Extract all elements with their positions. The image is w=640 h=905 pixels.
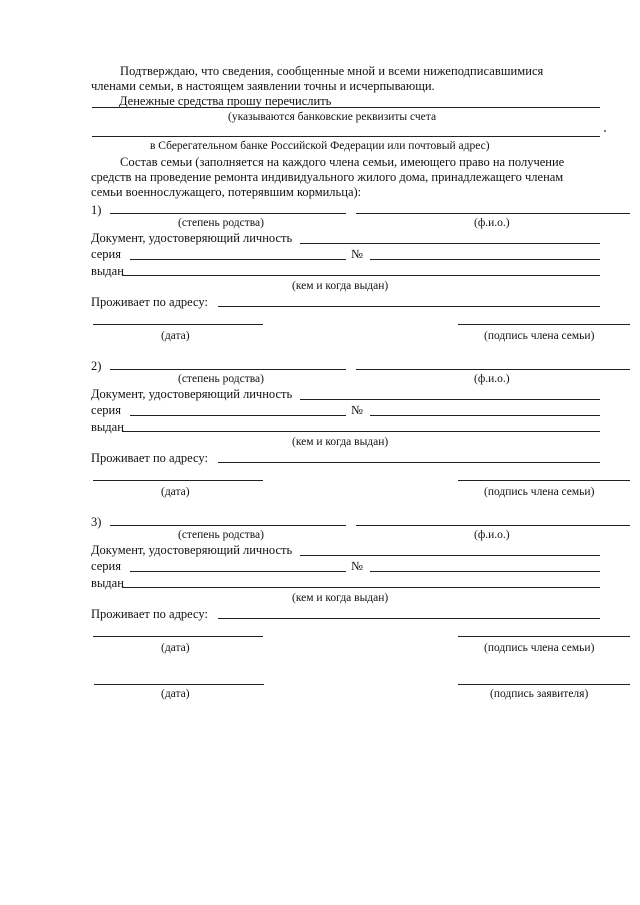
intro-line-1: Подтверждаю, что сведения, сообщенные мной и всеми нижеподписавшимися — [120, 64, 544, 78]
address-label: Проживает по адресу: — [91, 295, 208, 309]
family-line-2: средств на проведение ремонта индивидуального жилого дома, принадлежащего членам — [91, 170, 564, 184]
number-label: № — [351, 247, 363, 261]
document-line[interactable] — [300, 555, 600, 556]
number-label: № — [351, 403, 363, 417]
member-sign-line[interactable] — [458, 636, 630, 637]
series-line[interactable] — [130, 571, 346, 572]
member-date-caption: (дата) — [161, 330, 190, 342]
issued-line[interactable] — [122, 587, 600, 588]
relation-line[interactable] — [110, 213, 346, 214]
fio-line[interactable] — [356, 369, 630, 370]
scan-speck — [604, 130, 606, 132]
issued-by-caption: (кем и когда выдан) — [292, 280, 389, 292]
member-date-line[interactable] — [93, 636, 263, 637]
series-label: серия — [91, 403, 121, 417]
applicant-sign-caption: (подпись заявителя) — [490, 688, 589, 700]
member-number: 2) — [91, 359, 102, 373]
document-label: Документ, удостоверяющий личность — [91, 543, 293, 557]
relation-line[interactable] — [110, 369, 346, 370]
number-line[interactable] — [370, 415, 600, 416]
member-sign-caption: (подпись члена семьи) — [484, 330, 595, 342]
funds-label: Денежные средства прошу перечислить — [119, 94, 332, 108]
document-label: Документ, удостоверяющий личность — [91, 387, 293, 401]
applicant-date-line[interactable] — [94, 684, 264, 685]
member-sign-line[interactable] — [458, 324, 630, 325]
issued-line[interactable] — [122, 431, 600, 432]
member-number: 3) — [91, 515, 102, 529]
fio-line[interactable] — [356, 525, 630, 526]
member-date-line[interactable] — [93, 324, 263, 325]
series-label: серия — [91, 247, 121, 261]
funds-hint: (указываются банковские реквизиты счета — [228, 111, 437, 123]
fio-caption: (ф.и.о.) — [474, 529, 510, 541]
document-label: Документ, удостоверяющий личность — [91, 231, 293, 245]
relation-caption: (степень родства) — [178, 217, 264, 229]
address-line[interactable] — [218, 306, 600, 307]
fio-caption: (ф.и.о.) — [474, 217, 510, 229]
relation-caption: (степень родства) — [178, 373, 264, 385]
member-date-line[interactable] — [93, 480, 263, 481]
address-label: Проживает по адресу: — [91, 451, 208, 465]
funds-line-2[interactable] — [92, 136, 600, 137]
member-number: 1) — [91, 203, 102, 217]
fio-line[interactable] — [356, 213, 630, 214]
document-line[interactable] — [300, 243, 600, 244]
member-sign-caption: (подпись члена семьи) — [484, 486, 595, 498]
intro-line-2: членами семьи, в настоящем заявлении точны и исчерпывающи. — [91, 79, 435, 93]
number-label: № — [351, 559, 363, 573]
fio-caption: (ф.и.о.) — [474, 373, 510, 385]
document-line[interactable] — [300, 399, 600, 400]
applicant-date-caption: (дата) — [161, 688, 190, 700]
member-sign-caption: (подпись члена семьи) — [484, 642, 595, 654]
issued-label: выдан — [91, 576, 124, 590]
series-label: серия — [91, 559, 121, 573]
issued-line[interactable] — [122, 275, 600, 276]
address-label: Проживает по адресу: — [91, 607, 208, 621]
number-line[interactable] — [370, 571, 600, 572]
relation-caption: (степень родства) — [178, 529, 264, 541]
member-sign-line[interactable] — [458, 480, 630, 481]
relation-line[interactable] — [110, 525, 346, 526]
issued-by-caption: (кем и когда выдан) — [292, 436, 389, 448]
series-line[interactable] — [130, 415, 346, 416]
family-line-1: Состав семьи (заполняется на каждого члена семьи, имеющего право на получение — [120, 155, 565, 169]
series-line[interactable] — [130, 259, 346, 260]
issued-label: выдан — [91, 264, 124, 278]
issued-by-caption: (кем и когда выдан) — [292, 592, 389, 604]
funds-bank: в Сберегательном банке Российской Федерации или почтовый адрес) — [150, 140, 490, 152]
applicant-sign-line[interactable] — [458, 684, 630, 685]
address-line[interactable] — [218, 462, 600, 463]
family-line-3: семьи военнослужащего, потерявшим кормильца): — [91, 185, 362, 199]
member-date-caption: (дата) — [161, 642, 190, 654]
number-line[interactable] — [370, 259, 600, 260]
member-date-caption: (дата) — [161, 486, 190, 498]
funds-line-1[interactable] — [92, 107, 600, 108]
address-line[interactable] — [218, 618, 600, 619]
issued-label: выдан — [91, 420, 124, 434]
